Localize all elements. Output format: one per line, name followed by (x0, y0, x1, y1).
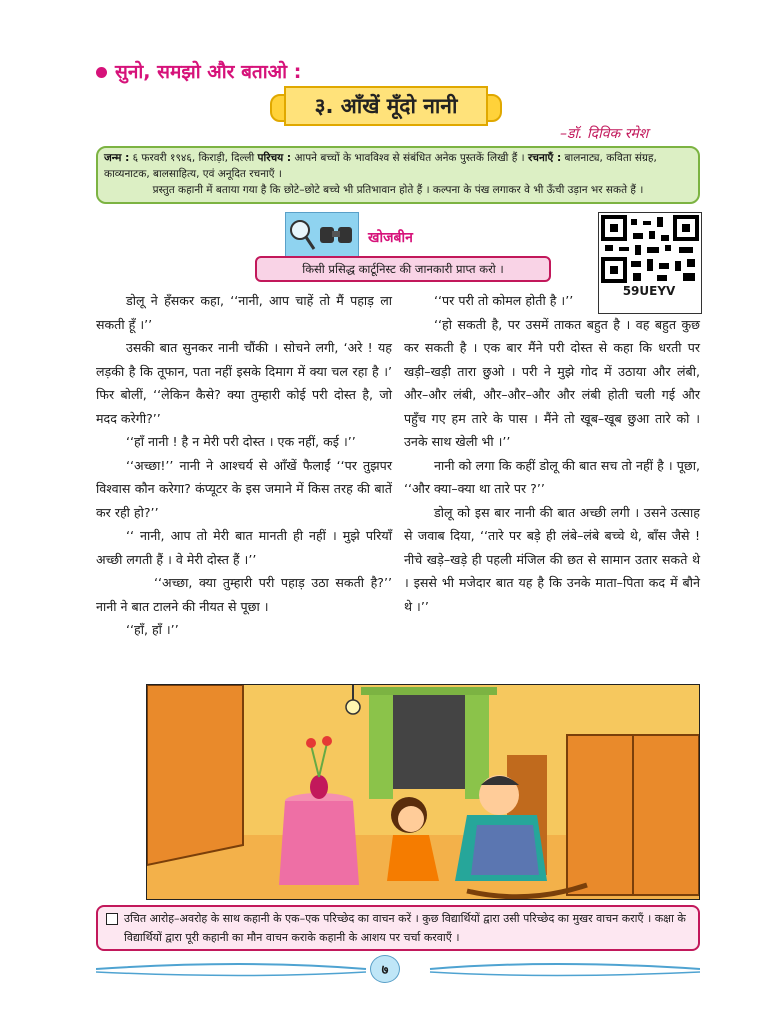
paragraph: ‘‘हो सकती है, पर उसमें ताकत बहुत है । वह बहुत कुछ कर सकती है । एक बार मैंने परी दोस्त से कहा कि धरती पर खड़ी–खड़ी तारा छुओ । परी ने मुझे गोद में उठाया और लंबी, और–और लंबी, और–और–और और लंबी होती चली गई और पहुँच गए हम तारे के पास । मैंने तो खूब–खूब छुआ तारे को । उनके साथ खेली भी ।’’ (404, 316, 700, 449)
paragraph: उसकी बात सुनकर नानी चौंकी । सोचने लगी, ‘अरे ! यह लड़की है कि तूफान, पता नहीं इसके दिमाग में क्या चल रहा है ।’ फिर बोलीं, ‘‘लेकिन कैसे? क्या तुम्हारी कोई परी दोस्त है, जो मदद करेगी?’’ (96, 340, 392, 426)
paragraph: ‘‘हाँ नानी ! है न मेरी परी दोस्त । एक नहीं, कई ।’’ (126, 434, 356, 449)
paragraph: डोलू ने हँसकर कहा, ‘‘नानी, आप चाहें तो मैं पहाड़ ला सकती हूँ ।’’ (96, 293, 392, 332)
paragraph: नानी को लगा कि कहीं डोलू की बात सच तो नहीं है । पूछा, ‘‘और क्या–क्या था तारे पर ?’’ (404, 457, 700, 496)
paragraph: ‘‘हाँ, हाँ ।’’ (126, 622, 179, 637)
magnifier-binoculars-icon (285, 212, 359, 258)
story-right-column (404, 289, 700, 618)
khojbeen-label: खोजबीन (368, 230, 413, 246)
paragraph: ‘‘ नानी, आप तो मेरी बात मानती ही नहीं । मुझे परियाँ अच्छी लगती हैं । वे मेरी दोस्त हैं ।’’ (96, 528, 392, 567)
research-task: किसी प्रसिद्ध कार्टूनिस्ट की जानकारी प्राप्त करो । (255, 256, 551, 282)
paragraph: ‘‘पर परी तो कोमल होती है ।’’ (434, 293, 574, 308)
page-number: ७ (370, 955, 400, 983)
author-name: –डॉ. दिविक रमेश (560, 126, 649, 142)
paragraph: ‘‘अच्छा, क्या तुम्हारी परी पहाड़ उठा सकती है?’’ नानी ने बात टालने की नीयत से पूछा । (96, 575, 392, 614)
bullet-icon (96, 67, 107, 78)
story-left-column (96, 289, 392, 642)
qr-code-text: 59UEYV (622, 284, 676, 298)
paragraph: ‘‘अच्छा!’’ नानी ने आश्चर्य से आँखें फैलाईं ‘‘पर तुझपर विश्वास कौन करेगा? कंप्यूटर के इस जमाने में किस तरह की बातें कर रही हो?’’ (96, 457, 392, 520)
teacher-note: उचित आरोह–अवरोह के साथ कहानी के एक–एक परिच्छेद का वाचन करें । कुछ विद्यार्थियों द्वारा उसी परिच्छेद का मुखर वाचन कराएँ । कक्षा के विद्यार्थियों द्वारा पूरी कहानी का मौन वाचन कराके कहानी के आशय पर चर्चा करवाएँ । (96, 905, 700, 951)
section-heading: सुनो, समझो और बताओ : (96, 58, 301, 84)
author-info-box: जन्म : ६ फरवरी १९४६, किराड़ी, दिल्ली परिचय : आपने बच्चों के भावविश्व से संबंधित अनेक पुस्तकें लिखी हैं । रचनाएँ : बालनाट्य, कविता संग्रह, काव्यनाटक, बालसाहित्य, एवं अनूदित रचनाएँ । प्रस्तुत कहानी में बताया गया है कि छोटे–छोटे बच्चे भी प्रतिभावान होते हैं । कल्पना के पंख लगाकर वे भी ऊँची उड़ान भर सकते हैं । (96, 146, 700, 204)
chapter-title-banner (270, 86, 502, 126)
story-illustration (146, 684, 700, 900)
paragraph: डोलू को इस बार नानी की बात अच्छी लगी । उसने उत्साह से जवाब दिया, ‘‘तारे पर बड़े ही लंबे–लंबे बच्चे थे, बाँस जैसे ! नीचे खड़े–खड़े ही पहली मंजिल की छत से सामान उतार सकते थे । इससे भी मजेदार बात यह है कि उनके माता–पिता कद में बौने थे ।’’ (404, 504, 700, 614)
chapter-title: ३. आँखें मूँदो नानी (284, 86, 488, 126)
checkbox-icon (106, 913, 118, 925)
lesson-summary: प्रस्तुत कहानी में बताया गया है कि छोटे–छोटे बच्चे भी प्रतिभावान होते हैं । कल्पना के पंख लगाकर वे भी ऊँची उड़ान भर सकते हैं । (152, 184, 644, 196)
